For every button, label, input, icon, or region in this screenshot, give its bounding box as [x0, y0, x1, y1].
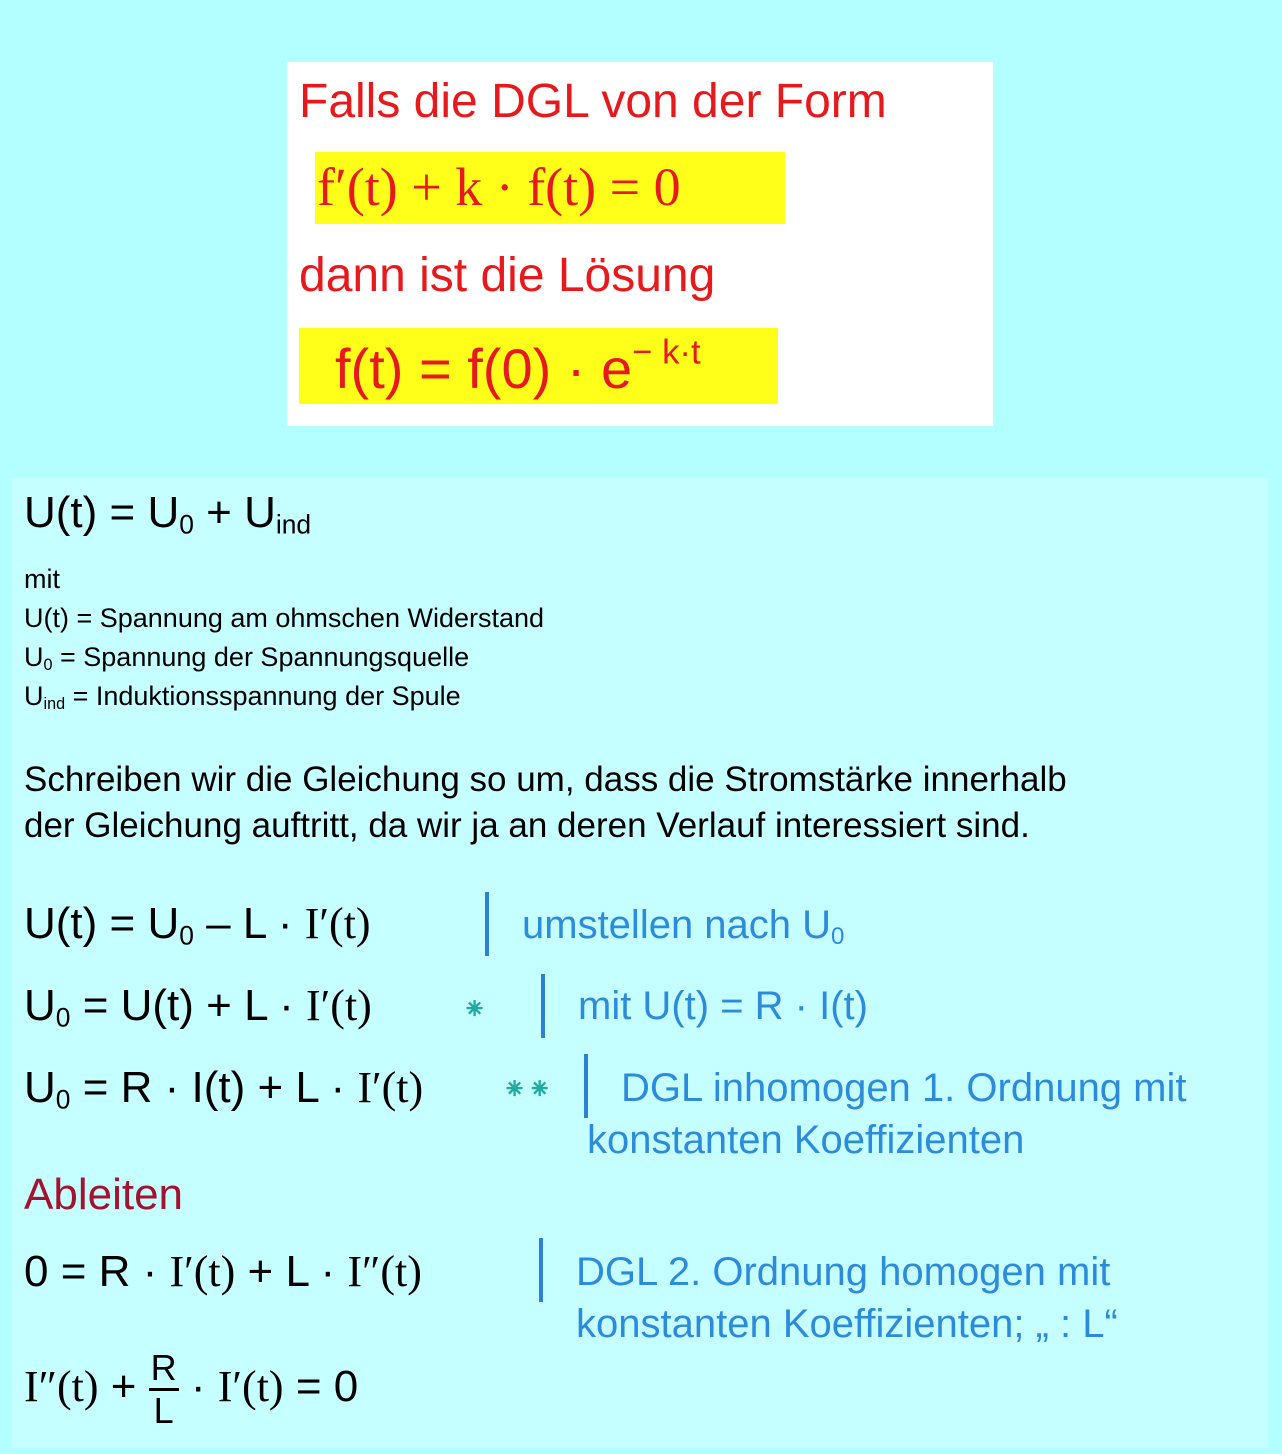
def-u0-text: = Spannung der Spannungsquelle	[52, 642, 470, 672]
voltage-eq-sub-ind: ind	[275, 509, 312, 540]
solution-formula	[335, 333, 701, 401]
definition-u0	[24, 642, 469, 673]
eq5-second-derivative: I″(t)	[24, 1362, 99, 1412]
eq3-derivative: I′(t)	[357, 1063, 424, 1112]
rule-solution-text: dann ist die Lösung	[299, 249, 716, 302]
equation-3-note-line-1: DGL inhomogen 1. Ordnung mit	[621, 1066, 1187, 1110]
equation-2-star-marker: ⁕	[462, 993, 488, 1026]
def-uind-sub: ind	[43, 695, 66, 714]
equation-1-separator	[485, 892, 489, 956]
eq1-part-b: – L ·	[193, 899, 305, 948]
equation-5	[24, 1347, 359, 1431]
eq1-note-text: umstellen nach U	[522, 903, 832, 947]
eq1-sub: 0	[179, 920, 194, 951]
eq2-part-a: U	[24, 981, 56, 1030]
fraction-denominator: L	[153, 1390, 174, 1431]
explanation-line-1: Schreiben wir die Gleichung so um, dass die Stromstärke innerhalb	[24, 760, 1067, 799]
solution-formula-exponent: − k·t	[632, 333, 701, 372]
eq5-plus: +	[98, 1362, 149, 1412]
eq4-part-c: + L ·	[235, 1247, 348, 1296]
equation-2-note: mit U(t) = R · I(t)	[578, 984, 868, 1028]
ableiten-heading: Ableiten	[24, 1170, 184, 1219]
equation-3-separator	[584, 1054, 588, 1118]
eq1-note-sub: 0	[831, 923, 845, 950]
equation-2-separator	[541, 974, 545, 1038]
eq3-part-a: U	[24, 1063, 56, 1112]
eq2-sub: 0	[55, 1002, 71, 1033]
dgl-form-formula: f′(t) + k · f(t) = 0	[317, 157, 681, 217]
definition-ut: U(t) = Spannung am ohmschen Widerstand	[24, 603, 545, 633]
equation-1-note	[522, 903, 844, 948]
eq5-first-derivative: I′(t)	[217, 1362, 284, 1412]
eq5-dot: ·	[178, 1362, 218, 1412]
equation-4	[24, 1246, 422, 1297]
eq1-part-a: U(t) = U	[24, 899, 180, 948]
explanation-line-2: der Gleichung auftritt, da wir ja an deren Verlauf interessiert sind.	[24, 806, 1030, 845]
eq2-part-b: = U(t) + L ·	[70, 981, 307, 1030]
definition-uind	[24, 681, 461, 712]
def-uind-text: = Induktionsspannung der Spule	[65, 681, 461, 711]
solution-formula-base: f(t) = f(0) · e	[335, 337, 633, 400]
eq2-derivative: I′(t)	[306, 981, 372, 1030]
rule-box	[287, 62, 993, 426]
eq4-second-derivative: I″(t)	[347, 1247, 422, 1296]
eq4-part-a: 0 = R ·	[24, 1247, 170, 1296]
r-over-l-fraction	[149, 1347, 179, 1431]
eq3-part-b: = R · I(t) + L ·	[70, 1063, 358, 1112]
voltage-eq-lhs: U(t) = U	[24, 488, 180, 537]
equation-4-note-line-1: DGL 2. Ordnung homogen mit	[576, 1250, 1111, 1294]
mit-label: mit	[24, 564, 60, 594]
eq1-derivative: I′(t)	[304, 899, 371, 948]
equation-2	[24, 980, 372, 1031]
def-u0-symbol: U	[24, 642, 44, 672]
eq3-sub: 0	[55, 1084, 71, 1115]
equation-4-separator	[539, 1238, 543, 1302]
voltage-eq-sub0: 0	[179, 509, 194, 540]
equation-3-note-line-2: konstanten Koeffizienten	[587, 1118, 1025, 1162]
eq5-equals-zero: = 0	[283, 1362, 359, 1412]
eq4-first-derivative: I′(t)	[169, 1247, 236, 1296]
voltage-eq-plus: + U	[193, 488, 276, 537]
equation-4-note-line-2: konstanten Koeffizienten; „ : L“	[576, 1302, 1118, 1346]
equation-3-star-marker: ⁕⁕	[502, 1073, 553, 1106]
def-uind-symbol: U	[24, 681, 44, 711]
voltage-equation	[24, 488, 311, 538]
def-u0-sub: 0	[43, 656, 53, 675]
equation-1	[24, 898, 371, 949]
fraction-numerator: R	[149, 1350, 179, 1391]
rule-intro-text: Falls die DGL von der Form	[299, 75, 887, 128]
equation-3	[24, 1062, 423, 1113]
